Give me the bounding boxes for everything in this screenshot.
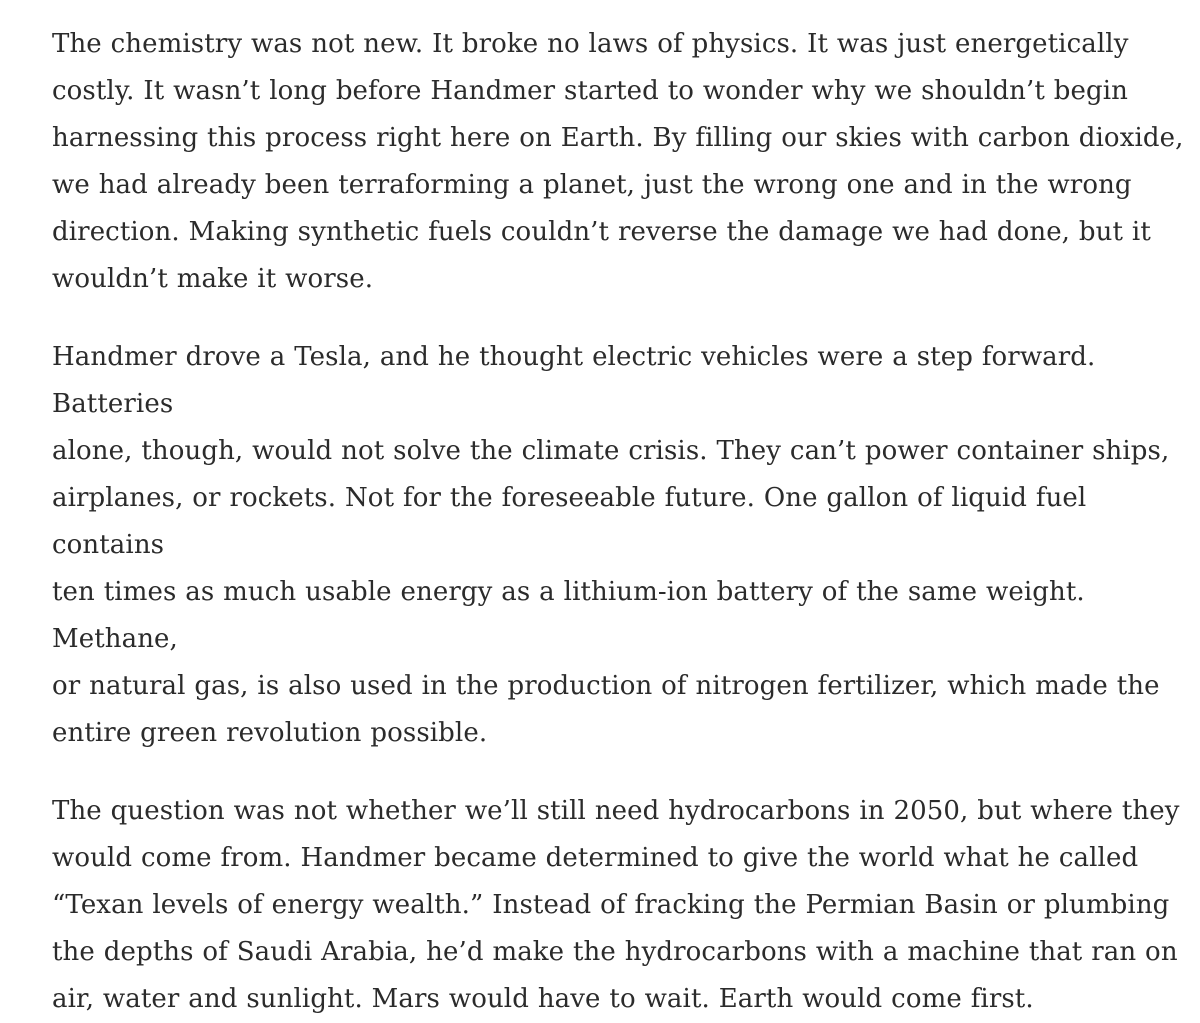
paragraph-2: Handmer drove a Tesla, and he thought electric vehicles were a step forward. Batteries alone, though, would not solve the climate crisis. They can’t power container ships, airplanes, or rockets. Not for the foreseeable future. One gallon of liquid fuel contains ten times as much usable energy as a lithium-ion battery of the same weight. Methane, or natural gas, is also used in the production of nitrogen fertilizer, which made the entire green revolution possible. [52, 342, 1170, 748]
paragraph-1: The chemistry was not new. It broke no laws of physics. It was just energetically costly. It wasn’t long before Handmer started to wonder why we shouldn’t begin harnessing this process right here on Earth. By filling our skies with carbon dioxide, we had already been terraforming a planet, just the wrong one and in the wrong direction. Making synthetic fuels couldn’t reverse the damage we had done, but it wouldn’t make it worse. [52, 29, 1184, 294]
article-body [52, 21, 1192, 1023]
paragraph-3: The question was not whether we’ll still need hydrocarbons in 2050, but where they would come from. Handmer became determined to give the world what he called “Texan levels of energy wealth.” Instead of fracking the Permian Basin or plumbing the depths of Saudi Arabia, he’d make the hydrocarbons with a machine that ran on air, water and sunlight. Mars would have to wait. Earth would come first. [52, 796, 1180, 1014]
